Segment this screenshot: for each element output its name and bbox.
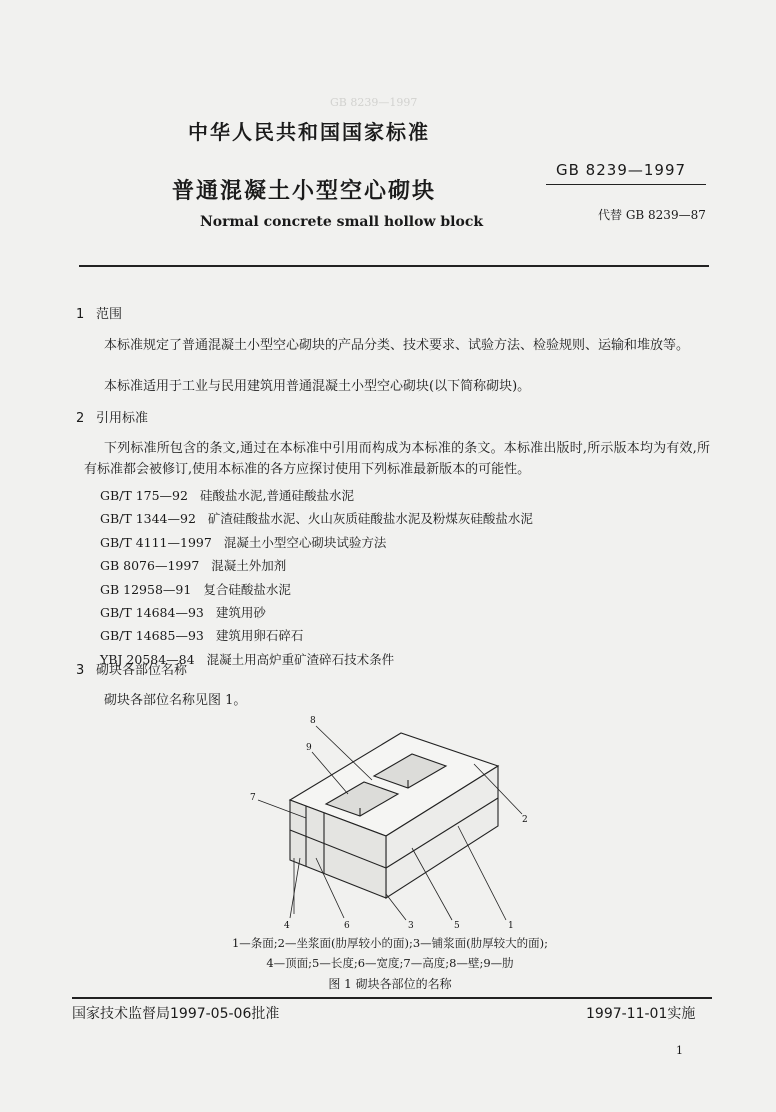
reference-item <box>100 531 533 554</box>
section-2-paragraph: 下列标准所包含的条文,通过在本标准中引用而构成为本标准的条文。本标准出版时,所示版本均为有效,所有标准都会被修订,使用本标准的各方应探讨使用下列标准最新版本的可能性。 <box>84 441 710 477</box>
reference-item <box>100 601 533 624</box>
reference-code: GB/T 14685—93 <box>100 628 204 644</box>
section-1-paragraph-2: 本标准适用于工业与民用建筑用普通混凝土小型空心砌块(以下简称砌块)。 <box>104 379 531 394</box>
approval-date: 国家技术监督局1997-05-06批准 <box>72 1006 280 1022</box>
reference-title: 复合硅酸盐水泥 <box>203 581 291 597</box>
section-3-paragraph: 砌块各部位名称见图 1。 <box>104 693 247 708</box>
header-divider <box>79 265 709 267</box>
reference-title: 硅酸盐水泥,普通硅酸盐水泥 <box>199 488 354 503</box>
reference-title: 混凝土小型空心砌块试验方法 <box>223 534 387 550</box>
standard-number: GB 8239—1997 <box>556 161 687 179</box>
reference-item <box>100 554 533 577</box>
reference-item <box>100 578 533 601</box>
header-rule <box>546 184 706 185</box>
reference-code: GB/T 1344—92 <box>100 511 196 527</box>
reference-item <box>100 624 533 647</box>
callout-1: 1 <box>508 921 514 931</box>
section-title: 范围 <box>96 307 123 322</box>
callout-8: 8 <box>310 716 316 726</box>
reference-list <box>100 484 533 671</box>
figure-legend-line-1: 1—条面;2—坐浆面(肋厚较小的面);3—铺浆面(肋厚较大的面); <box>231 936 549 950</box>
reference-item <box>100 507 533 530</box>
section-title: 引用标准 <box>96 411 149 426</box>
reference-title: 建筑用砂 <box>215 605 266 621</box>
callout-7: 7 <box>250 793 256 803</box>
reference-title: 混凝土用高炉重矿渣碎石技术条件 <box>206 651 395 667</box>
reference-code: GB 8076—1997 <box>100 558 200 574</box>
callout-3: 3 <box>408 921 414 931</box>
document-title-en: Normal concrete small hollow block <box>200 214 484 230</box>
national-standard-heading: 中华人民共和国国家标准 <box>188 120 430 144</box>
callout-6: 6 <box>344 921 350 931</box>
section-1-heading <box>76 303 122 322</box>
reference-code: GB/T 14684—93 <box>100 605 204 621</box>
section-1-paragraph-1: 本标准规定了普通混凝土小型空心砌块的产品分类、技术要求、试验方法、检验规则、运输和堆放等。 <box>104 338 690 353</box>
reference-code: GB/T 4111—1997 <box>100 534 212 550</box>
reference-title: 混凝土外加剂 <box>211 558 287 574</box>
reference-title: 矿渣硅酸盐水泥、火山灰质硅酸盐水泥及粉煤灰硅酸盐水泥 <box>207 511 533 527</box>
footer-divider <box>72 997 712 999</box>
reference-code: GB 12958—91 <box>100 581 192 597</box>
section-3-heading <box>76 659 187 678</box>
implementation-date: 1997-11-01实施 <box>586 1006 696 1022</box>
callout-9: 9 <box>306 743 312 753</box>
figure-legend-line-2: 4—顶面;5—长度;6—宽度;7—高度;8—壁;9—肋 <box>266 956 514 970</box>
document-title-cn: 普通混凝土小型空心砌块 <box>172 179 437 204</box>
reference-item <box>100 484 533 507</box>
section-number: 1 <box>76 307 85 322</box>
section-number: 3 <box>76 663 85 678</box>
callout-2: 2 <box>522 815 528 825</box>
reference-title: 建筑用卵石碎石 <box>215 628 304 644</box>
leader-line-3 <box>386 894 406 920</box>
reference-code: GB/T 175—92 <box>100 488 188 503</box>
callout-4: 4 <box>284 921 290 931</box>
leader-line-1 <box>458 826 506 920</box>
replaces-standard: 代替 GB 8239—87 <box>598 208 706 222</box>
page-number: 1 <box>676 1044 683 1057</box>
callout-5: 5 <box>454 921 460 931</box>
reference-code: YBJ 20584—84 <box>100 651 195 667</box>
hollow-block-figure <box>236 708 546 938</box>
section-2-heading <box>76 407 148 426</box>
figure-caption: 图 1 砌块各部位的名称 <box>328 977 452 991</box>
leader-line-4 <box>290 858 300 918</box>
section-title: 砌块各部位名称 <box>96 663 188 678</box>
section-number: 2 <box>76 411 85 426</box>
bleed-through-text: GB 8239—1997 <box>330 96 418 109</box>
